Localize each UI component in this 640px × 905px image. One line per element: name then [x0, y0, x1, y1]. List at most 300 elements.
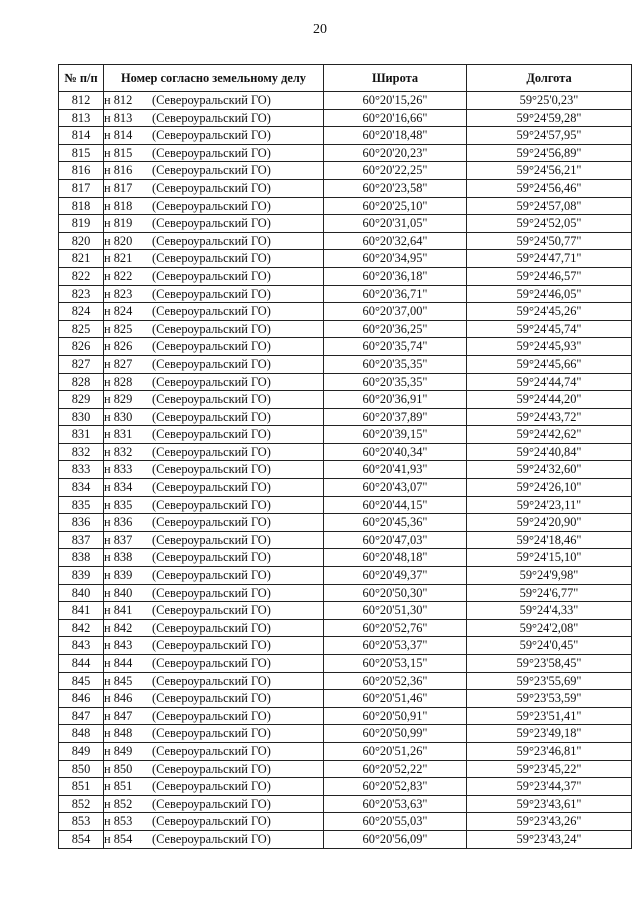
- longitude-cell: 59°24'45,74": [467, 320, 632, 338]
- row-number: 838: [59, 549, 104, 567]
- table-row: [59, 567, 632, 585]
- land-record-cell: [104, 373, 324, 391]
- land-record-code: н 828: [104, 374, 133, 389]
- longitude-cell: 59°24'45,26": [467, 303, 632, 321]
- land-record-cell: [104, 496, 324, 514]
- land-record-cell: [104, 303, 324, 321]
- land-record-code: н 813: [104, 110, 133, 125]
- land-record-cell: [104, 215, 324, 233]
- latitude-cell: 60°20'47,03": [324, 531, 467, 549]
- district-name: (Североуральский ГО): [152, 550, 271, 565]
- row-number: 853: [59, 813, 104, 831]
- table-row: [59, 250, 632, 268]
- latitude-cell: 60°20'23,58": [324, 179, 467, 197]
- row-number: 815: [59, 144, 104, 162]
- longitude-cell: 59°23'49,18": [467, 725, 632, 743]
- land-record-cell: [104, 461, 324, 479]
- land-record-code: н 818: [104, 198, 133, 213]
- latitude-cell: 60°20'40,34": [324, 443, 467, 461]
- row-number: 827: [59, 355, 104, 373]
- district-name: (Североуральский ГО): [152, 515, 271, 530]
- row-number: 822: [59, 267, 104, 285]
- district-name: (Североуральский ГО): [152, 427, 271, 442]
- row-number: 848: [59, 725, 104, 743]
- land-record-code: н 820: [104, 233, 133, 248]
- land-record-cell: [104, 320, 324, 338]
- latitude-cell: 60°20'16,66": [324, 109, 467, 127]
- latitude-cell: 60°20'20,23": [324, 144, 467, 162]
- district-name: (Североуральский ГО): [152, 532, 271, 547]
- land-record-cell: [104, 778, 324, 796]
- district-name: (Североуральский ГО): [152, 462, 271, 477]
- land-record-cell: [104, 355, 324, 373]
- row-number: 850: [59, 760, 104, 778]
- land-record-code: н 853: [104, 814, 133, 829]
- row-number: 846: [59, 690, 104, 708]
- table-row: [59, 443, 632, 461]
- row-number: 819: [59, 215, 104, 233]
- latitude-cell: 60°20'45,36": [324, 514, 467, 532]
- land-record-cell: [104, 391, 324, 409]
- row-number: 841: [59, 602, 104, 620]
- table-row: [59, 830, 632, 848]
- table-row: [59, 619, 632, 637]
- land-record-cell: [104, 760, 324, 778]
- row-number: 824: [59, 303, 104, 321]
- land-record-cell: [104, 672, 324, 690]
- land-record-cell: [104, 619, 324, 637]
- row-number: 826: [59, 338, 104, 356]
- district-name: (Североуральский ГО): [152, 251, 271, 266]
- row-number: 823: [59, 285, 104, 303]
- land-record-code: н 824: [104, 304, 133, 319]
- table-header: [59, 65, 632, 92]
- district-name: (Североуральский ГО): [152, 339, 271, 354]
- district-name: (Североуральский ГО): [152, 761, 271, 776]
- land-record-cell: [104, 408, 324, 426]
- longitude-cell: 59°24'43,72": [467, 408, 632, 426]
- row-number: 842: [59, 619, 104, 637]
- row-number: 852: [59, 795, 104, 813]
- table-row: [59, 232, 632, 250]
- longitude-cell: 59°24'50,77": [467, 232, 632, 250]
- land-record-code: н 833: [104, 462, 133, 477]
- row-number: 847: [59, 707, 104, 725]
- land-record-code: н 854: [104, 831, 133, 846]
- district-name: (Североуральский ГО): [152, 268, 271, 283]
- district-name: (Североуральский ГО): [152, 93, 271, 107]
- district-name: (Североуральский ГО): [152, 673, 271, 688]
- longitude-cell: 59°24'47,71": [467, 250, 632, 268]
- row-number: 830: [59, 408, 104, 426]
- header-longitude: Долгота: [467, 65, 632, 92]
- district-name: (Североуральский ГО): [152, 356, 271, 371]
- latitude-cell: 60°20'44,15": [324, 496, 467, 514]
- latitude-cell: 60°20'41,93": [324, 461, 467, 479]
- land-record-code: н 842: [104, 620, 133, 635]
- longitude-cell: 59°24'45,66": [467, 355, 632, 373]
- land-record-cell: [104, 426, 324, 444]
- table-row: [59, 549, 632, 567]
- land-record-cell: [104, 197, 324, 215]
- longitude-cell: 59°23'51,41": [467, 707, 632, 725]
- longitude-cell: 59°24'56,21": [467, 162, 632, 180]
- table-row: [59, 267, 632, 285]
- table-row: [59, 144, 632, 162]
- longitude-cell: 59°23'43,24": [467, 830, 632, 848]
- longitude-cell: 59°24'40,84": [467, 443, 632, 461]
- row-number: 814: [59, 127, 104, 145]
- land-record-code: н 852: [104, 796, 133, 811]
- row-number: 831: [59, 426, 104, 444]
- land-record-cell: [104, 285, 324, 303]
- district-name: (Североуральский ГО): [152, 180, 271, 195]
- longitude-cell: 59°23'43,61": [467, 795, 632, 813]
- district-name: (Североуральский ГО): [152, 779, 271, 794]
- land-record-code: н 827: [104, 356, 133, 371]
- row-number: 854: [59, 830, 104, 848]
- row-number: 849: [59, 742, 104, 760]
- land-record-code: н 840: [104, 585, 133, 600]
- land-record-code: н 821: [104, 251, 133, 266]
- table-row: [59, 778, 632, 796]
- land-record-code: н 822: [104, 268, 133, 283]
- table-row: [59, 795, 632, 813]
- longitude-cell: 59°23'53,59": [467, 690, 632, 708]
- latitude-cell: 60°20'53,15": [324, 655, 467, 673]
- latitude-cell: 60°20'22,25": [324, 162, 467, 180]
- latitude-cell: 60°20'36,18": [324, 267, 467, 285]
- land-record-code: н 814: [104, 128, 133, 143]
- land-record-code: н 823: [104, 286, 133, 301]
- district-name: (Североуральский ГО): [152, 444, 271, 459]
- land-record-cell: [104, 267, 324, 285]
- land-record-cell: [104, 742, 324, 760]
- table-row: [59, 479, 632, 497]
- row-number: 812: [59, 92, 104, 110]
- land-record-code: н 843: [104, 638, 133, 653]
- row-number: 813: [59, 109, 104, 127]
- district-name: (Североуральский ГО): [152, 691, 271, 706]
- land-record-cell: [104, 127, 324, 145]
- land-record-code: н 834: [104, 480, 133, 495]
- longitude-cell: 59°24'32,60": [467, 461, 632, 479]
- table-row: [59, 461, 632, 479]
- row-number: 818: [59, 197, 104, 215]
- longitude-cell: 59°24'44,20": [467, 391, 632, 409]
- land-record-cell: [104, 92, 324, 110]
- land-record-cell: [104, 162, 324, 180]
- row-number: 851: [59, 778, 104, 796]
- latitude-cell: 60°20'52,83": [324, 778, 467, 796]
- land-record-code: н 851: [104, 779, 133, 794]
- longitude-cell: 59°24'45,93": [467, 338, 632, 356]
- district-name: (Североуральский ГО): [152, 392, 271, 407]
- longitude-cell: 59°24'56,89": [467, 144, 632, 162]
- longitude-cell: 59°23'44,37": [467, 778, 632, 796]
- land-record-cell: [104, 813, 324, 831]
- row-number: 844: [59, 655, 104, 673]
- land-record-cell: [104, 602, 324, 620]
- district-name: (Североуральский ГО): [152, 374, 271, 389]
- land-record-code: н 836: [104, 515, 133, 530]
- land-record-code: н 832: [104, 444, 133, 459]
- table-row: [59, 531, 632, 549]
- latitude-cell: 60°20'50,91": [324, 707, 467, 725]
- latitude-cell: 60°20'43,07": [324, 479, 467, 497]
- longitude-cell: 59°23'46,81": [467, 742, 632, 760]
- district-name: (Североуральский ГО): [152, 409, 271, 424]
- district-name: (Североуральский ГО): [152, 145, 271, 160]
- longitude-cell: 59°24'2,08": [467, 619, 632, 637]
- latitude-cell: 60°20'36,71": [324, 285, 467, 303]
- land-record-code: н 831: [104, 427, 133, 442]
- table-row: [59, 655, 632, 673]
- land-record-code: н 826: [104, 339, 133, 354]
- coordinates-table: [58, 64, 632, 849]
- longitude-cell: 59°24'57,95": [467, 127, 632, 145]
- land-record-cell: [104, 531, 324, 549]
- land-record-code: н 829: [104, 392, 133, 407]
- row-number: 835: [59, 496, 104, 514]
- latitude-cell: 60°20'48,18": [324, 549, 467, 567]
- land-record-cell: [104, 479, 324, 497]
- row-number: 817: [59, 179, 104, 197]
- land-record-cell: [104, 144, 324, 162]
- table-row: [59, 285, 632, 303]
- district-name: (Североуральский ГО): [152, 656, 271, 670]
- table-row: [59, 602, 632, 620]
- land-record-cell: [104, 232, 324, 250]
- district-name: (Североуральский ГО): [152, 638, 271, 653]
- land-record-cell: [104, 655, 324, 673]
- table-row: [59, 584, 632, 602]
- land-record-code: н 819: [104, 216, 133, 231]
- latitude-cell: 60°20'52,36": [324, 672, 467, 690]
- district-name: (Североуральский ГО): [152, 110, 271, 125]
- table-row: [59, 408, 632, 426]
- land-record-cell: [104, 830, 324, 848]
- table-row: [59, 373, 632, 391]
- land-record-code: н 830: [104, 409, 133, 424]
- latitude-cell: 60°20'37,00": [324, 303, 467, 321]
- row-number: 845: [59, 672, 104, 690]
- latitude-cell: 60°20'52,76": [324, 619, 467, 637]
- latitude-cell: 60°20'37,89": [324, 408, 467, 426]
- land-record-cell: [104, 514, 324, 532]
- land-record-cell: [104, 567, 324, 585]
- row-number: 834: [59, 479, 104, 497]
- longitude-cell: 59°24'9,98": [467, 567, 632, 585]
- table-row: [59, 355, 632, 373]
- row-number: 816: [59, 162, 104, 180]
- latitude-cell: 60°20'35,35": [324, 355, 467, 373]
- header-number: № п/п: [59, 65, 104, 92]
- latitude-cell: 60°20'34,95": [324, 250, 467, 268]
- latitude-cell: 60°20'51,46": [324, 690, 467, 708]
- district-name: (Североуральский ГО): [152, 620, 271, 635]
- land-record-cell: [104, 109, 324, 127]
- district-name: (Североуральский ГО): [152, 497, 271, 512]
- latitude-cell: 60°20'53,37": [324, 637, 467, 655]
- district-name: (Североуральский ГО): [152, 286, 271, 301]
- land-record-cell: [104, 584, 324, 602]
- table-body: [59, 92, 632, 849]
- district-name: (Североуральский ГО): [152, 708, 271, 723]
- latitude-cell: 60°20'36,25": [324, 320, 467, 338]
- table-row: [59, 672, 632, 690]
- district-name: (Североуральский ГО): [152, 233, 271, 248]
- table-row: [59, 197, 632, 215]
- latitude-cell: 60°20'32,64": [324, 232, 467, 250]
- land-record-cell: [104, 795, 324, 813]
- land-record-cell: [104, 725, 324, 743]
- longitude-cell: 59°24'46,57": [467, 267, 632, 285]
- row-number: 832: [59, 443, 104, 461]
- longitude-cell: 59°23'45,22": [467, 760, 632, 778]
- table-row: [59, 707, 632, 725]
- header-row: [59, 65, 632, 92]
- longitude-cell: 59°24'42,62": [467, 426, 632, 444]
- latitude-cell: 60°20'50,99": [324, 725, 467, 743]
- longitude-cell: 59°23'43,26": [467, 813, 632, 831]
- table-row: [59, 127, 632, 145]
- latitude-cell: 60°20'36,91": [324, 391, 467, 409]
- latitude-cell: 60°20'55,03": [324, 813, 467, 831]
- longitude-cell: 59°24'23,11": [467, 496, 632, 514]
- table-row: [59, 215, 632, 233]
- district-name: (Североуральский ГО): [152, 585, 271, 600]
- row-number: 843: [59, 637, 104, 655]
- land-record-code: н 816: [104, 163, 133, 178]
- district-name: (Североуральский ГО): [152, 304, 271, 319]
- land-record-code: н 812: [104, 93, 133, 107]
- district-name: (Североуральский ГО): [152, 163, 271, 178]
- table-row: [59, 637, 632, 655]
- land-record-code: н 825: [104, 321, 133, 336]
- land-record-code: н 847: [104, 708, 133, 723]
- land-record-code: н 845: [104, 673, 133, 688]
- district-name: (Североуральский ГО): [152, 568, 271, 583]
- land-record-cell: [104, 637, 324, 655]
- land-record-code: н 844: [104, 656, 133, 670]
- table-row: [59, 813, 632, 831]
- latitude-cell: 60°20'49,37": [324, 567, 467, 585]
- page-number: 20: [313, 22, 327, 37]
- longitude-cell: 59°24'57,08": [467, 197, 632, 215]
- land-record-cell: [104, 250, 324, 268]
- table-row: [59, 742, 632, 760]
- land-record-code: н 841: [104, 603, 133, 618]
- district-name: (Североуральский ГО): [152, 814, 271, 829]
- latitude-cell: 60°20'39,15": [324, 426, 467, 444]
- table-row: [59, 162, 632, 180]
- land-record-code: н 846: [104, 691, 133, 706]
- district-name: (Североуральский ГО): [152, 198, 271, 213]
- longitude-cell: 59°24'52,05": [467, 215, 632, 233]
- table-row: [59, 760, 632, 778]
- land-record-code: н 839: [104, 568, 133, 583]
- table-row: [59, 338, 632, 356]
- table-row: [59, 725, 632, 743]
- longitude-cell: 59°23'58,45": [467, 655, 632, 673]
- land-record-code: н 835: [104, 497, 133, 512]
- latitude-cell: 60°20'52,22": [324, 760, 467, 778]
- latitude-cell: 60°20'51,30": [324, 602, 467, 620]
- table-row: [59, 426, 632, 444]
- latitude-cell: 60°20'50,30": [324, 584, 467, 602]
- land-record-code: н 848: [104, 726, 133, 741]
- district-name: (Североуральский ГО): [152, 603, 271, 618]
- table-row: [59, 514, 632, 532]
- longitude-cell: 59°24'0,45": [467, 637, 632, 655]
- district-name: (Североуральский ГО): [152, 796, 271, 811]
- row-number: 840: [59, 584, 104, 602]
- latitude-cell: 60°20'18,48": [324, 127, 467, 145]
- table-row: [59, 320, 632, 338]
- table-row: [59, 303, 632, 321]
- table-row: [59, 496, 632, 514]
- latitude-cell: 60°20'31,05": [324, 215, 467, 233]
- header-land-record: Номер согласно земельному делу: [104, 65, 324, 92]
- row-number: 837: [59, 531, 104, 549]
- longitude-cell: 59°23'55,69": [467, 672, 632, 690]
- longitude-cell: 59°24'56,46": [467, 179, 632, 197]
- row-number: 820: [59, 232, 104, 250]
- row-number: 839: [59, 567, 104, 585]
- table-row: [59, 690, 632, 708]
- latitude-cell: 60°20'56,09": [324, 830, 467, 848]
- latitude-cell: 60°20'51,26": [324, 742, 467, 760]
- row-number: 828: [59, 373, 104, 391]
- latitude-cell: 60°20'15,26": [324, 92, 467, 110]
- latitude-cell: 60°20'35,35": [324, 373, 467, 391]
- longitude-cell: 59°24'18,46": [467, 531, 632, 549]
- latitude-cell: 60°20'53,63": [324, 795, 467, 813]
- table-row: [59, 391, 632, 409]
- district-name: (Североуральский ГО): [152, 216, 271, 231]
- land-record-cell: [104, 690, 324, 708]
- longitude-cell: 59°24'15,10": [467, 549, 632, 567]
- row-number: 829: [59, 391, 104, 409]
- land-record-cell: [104, 707, 324, 725]
- longitude-cell: 59°24'59,28": [467, 109, 632, 127]
- row-number: 821: [59, 250, 104, 268]
- header-latitude: Широта: [324, 65, 467, 92]
- land-record-code: н 815: [104, 145, 133, 160]
- land-record-code: н 849: [104, 743, 133, 758]
- land-record-cell: [104, 179, 324, 197]
- district-name: (Североуральский ГО): [152, 321, 271, 336]
- table-row: [59, 92, 632, 110]
- longitude-cell: 59°24'44,74": [467, 373, 632, 391]
- row-number: 825: [59, 320, 104, 338]
- district-name: (Североуральский ГО): [152, 128, 271, 143]
- longitude-cell: 59°24'26,10": [467, 479, 632, 497]
- table-row: [59, 109, 632, 127]
- row-number: 836: [59, 514, 104, 532]
- district-name: (Североуральский ГО): [152, 480, 271, 495]
- longitude-cell: 59°24'20,90": [467, 514, 632, 532]
- longitude-cell: 59°24'46,05": [467, 285, 632, 303]
- district-name: (Североуральский ГО): [152, 831, 271, 846]
- row-number: 833: [59, 461, 104, 479]
- longitude-cell: 59°24'6,77": [467, 584, 632, 602]
- table-row: [59, 179, 632, 197]
- latitude-cell: 60°20'35,74": [324, 338, 467, 356]
- district-name: (Североуральский ГО): [152, 743, 271, 758]
- land-record-code: н 837: [104, 532, 133, 547]
